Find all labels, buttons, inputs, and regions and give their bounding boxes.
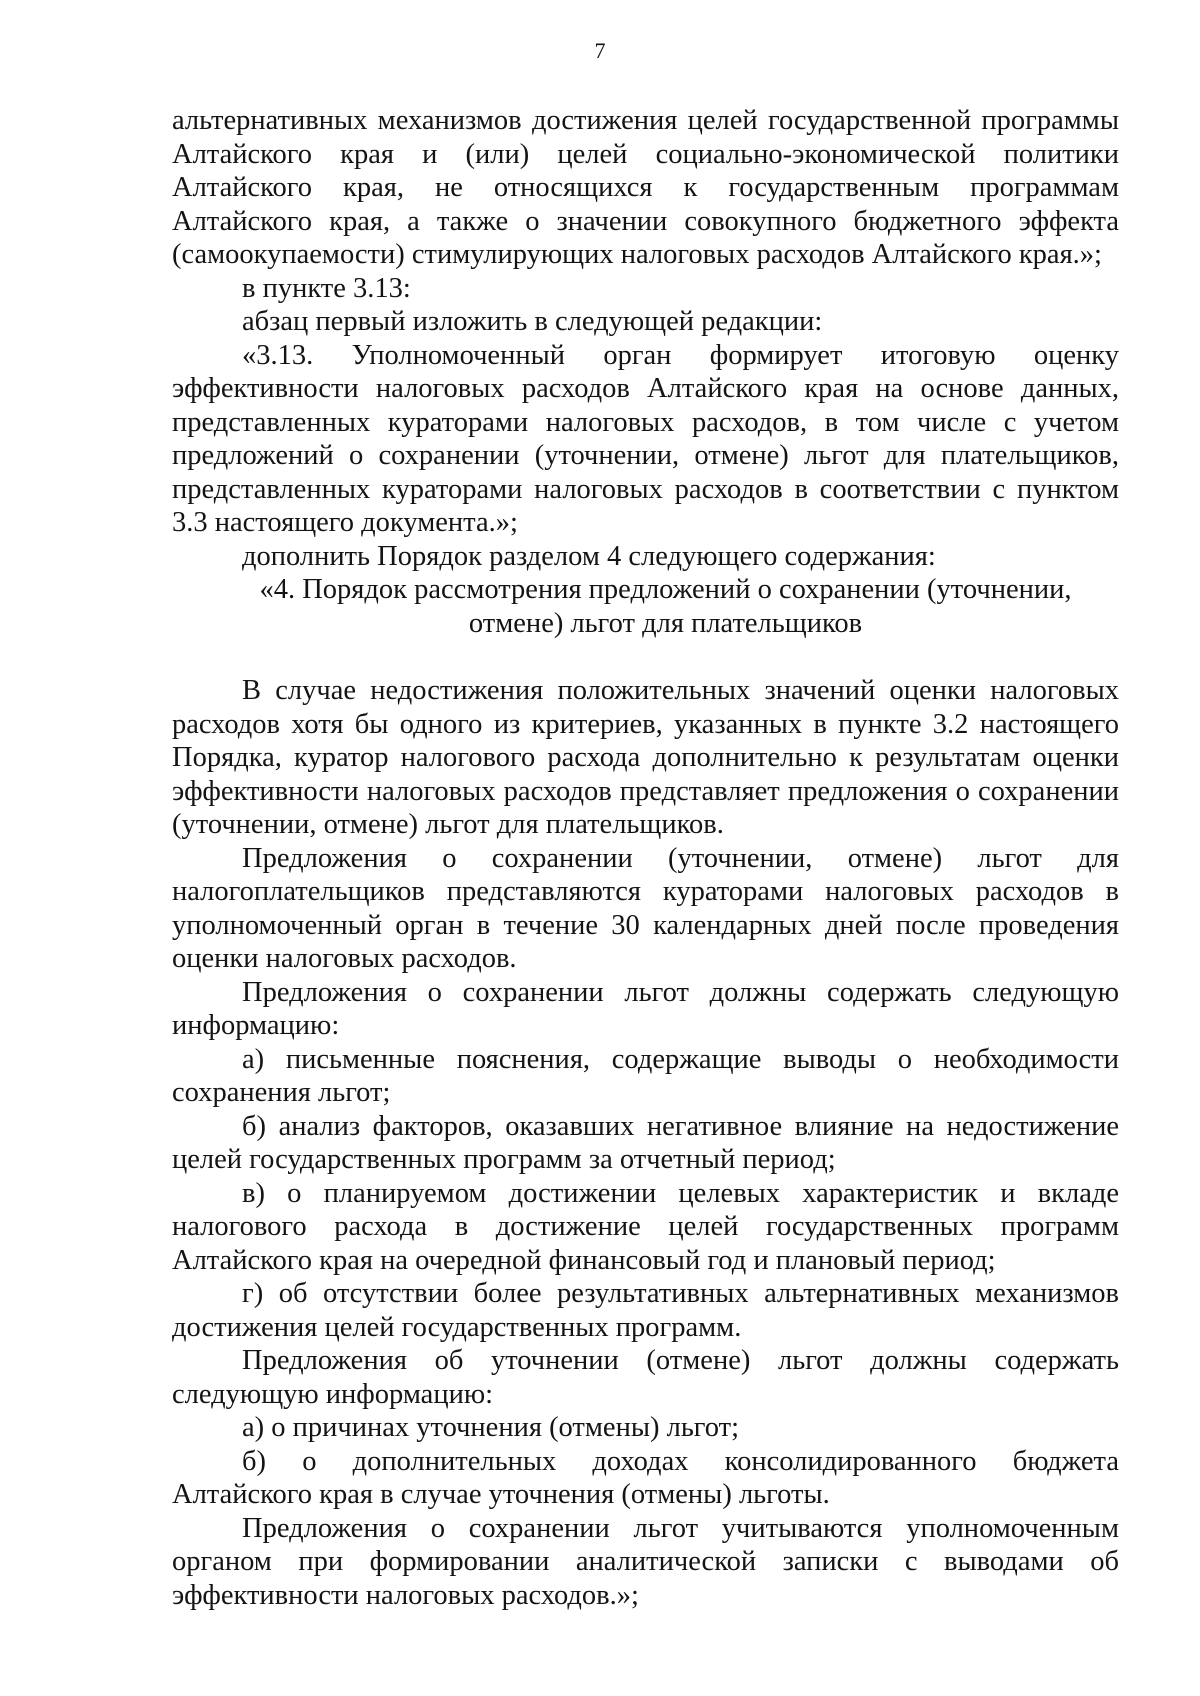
paragraph-item-3-13: в пункте 3.13: xyxy=(242,272,411,304)
list-item-b: б) о дополнительных доходах консолидированного бюджета Алтайского края в случае уточнения (отмены) льготы. xyxy=(172,1445,1119,1510)
paragraph-body: Предложения о сохранении льгот учитываются уполномоченным органом при формировании аналитической записки с выводами об эффективности налоговых расходов.»; xyxy=(172,1512,1119,1611)
paragraph-body: Предложения о сохранении (уточнении, отмене) льгот для налогоплательщиков представляются кураторами налоговых расходов в уполномоченный орган в течение 30 календарных дней после проведения оценки налоговых расходов. xyxy=(172,842,1119,974)
paragraph-add-section: дополнить Порядок разделом 4 следующего содержания: xyxy=(242,540,936,572)
paragraph-body: Предложения об уточнении (отмене) льгот должны содержать следующую информацию: xyxy=(172,1345,1119,1410)
list-item-a: а) письменные пояснения, содержащие выводы о необходимости сохранения льгот; xyxy=(172,1043,1119,1108)
paragraph-instruction: абзац первый изложить в следующей редакции: xyxy=(242,306,823,337)
page-number: 7 xyxy=(594,38,606,63)
list-item-g: г) об отсутствии более результативных альтернативных механизмов достижения целей государственных программ. xyxy=(172,1278,1119,1343)
list-item-v: в) о планируемом достижении целевых характеристик и вкладе налогового расхода в достижение целей государственных программ Алтайского края на очередной финансовый год и плановый период; xyxy=(172,1177,1119,1276)
paragraph-body: Предложения о сохранении льгот должны содержать следующую информацию: xyxy=(172,976,1119,1041)
paragraph-continuation: альтернативных механизмов достижения целей государственной программы Алтайского края и (или) целей социально-экономической политики Алтайского края, не относящихся к государственным программам Алтайского края, а также о значении совокупного бюджетного эффекта (самоокупаемости) стимулирующих налоговых расходов Алтайского края.»; xyxy=(172,105,1119,270)
list-item-b: б) анализ факторов, оказавших негативное влияние на недостижение целей государственных программ за отчетный период; xyxy=(172,1110,1119,1175)
section-gap xyxy=(172,640,1119,674)
document-body xyxy=(172,104,1119,1612)
list-item-a: а) о причинах уточнения (отмены) льгот; xyxy=(242,1412,740,1443)
paragraph-body: В случае недостижения положительных значений оценки налоговых расходов хотя бы одного из критериев, указанных в пункте 3.2 настоящего Порядка, куратор налогового расхода дополнительно к результатам оценки эффективности налоговых расходов представляет предложения о сохранении (уточнении, отмене) льгот для плательщиков. xyxy=(172,675,1119,840)
section-heading: «4. Порядок рассмотрения предложений о сохранении (уточнении, отмене) льгот для плательщиков xyxy=(259,574,1072,639)
paragraph-quoted-3-13: «3.13. Уполномоченный орган формирует итоговую оценку эффективности налоговых расходов Алтайского края на основе данных, представленных кураторами налоговых расходов, в том числе с учетом предложений о сохранении (уточнении, отмене) льгот для плательщиков, представленных кураторами налоговых расходов в соответствии с пунктом 3.3 настоящего документа.»; xyxy=(172,339,1119,538)
